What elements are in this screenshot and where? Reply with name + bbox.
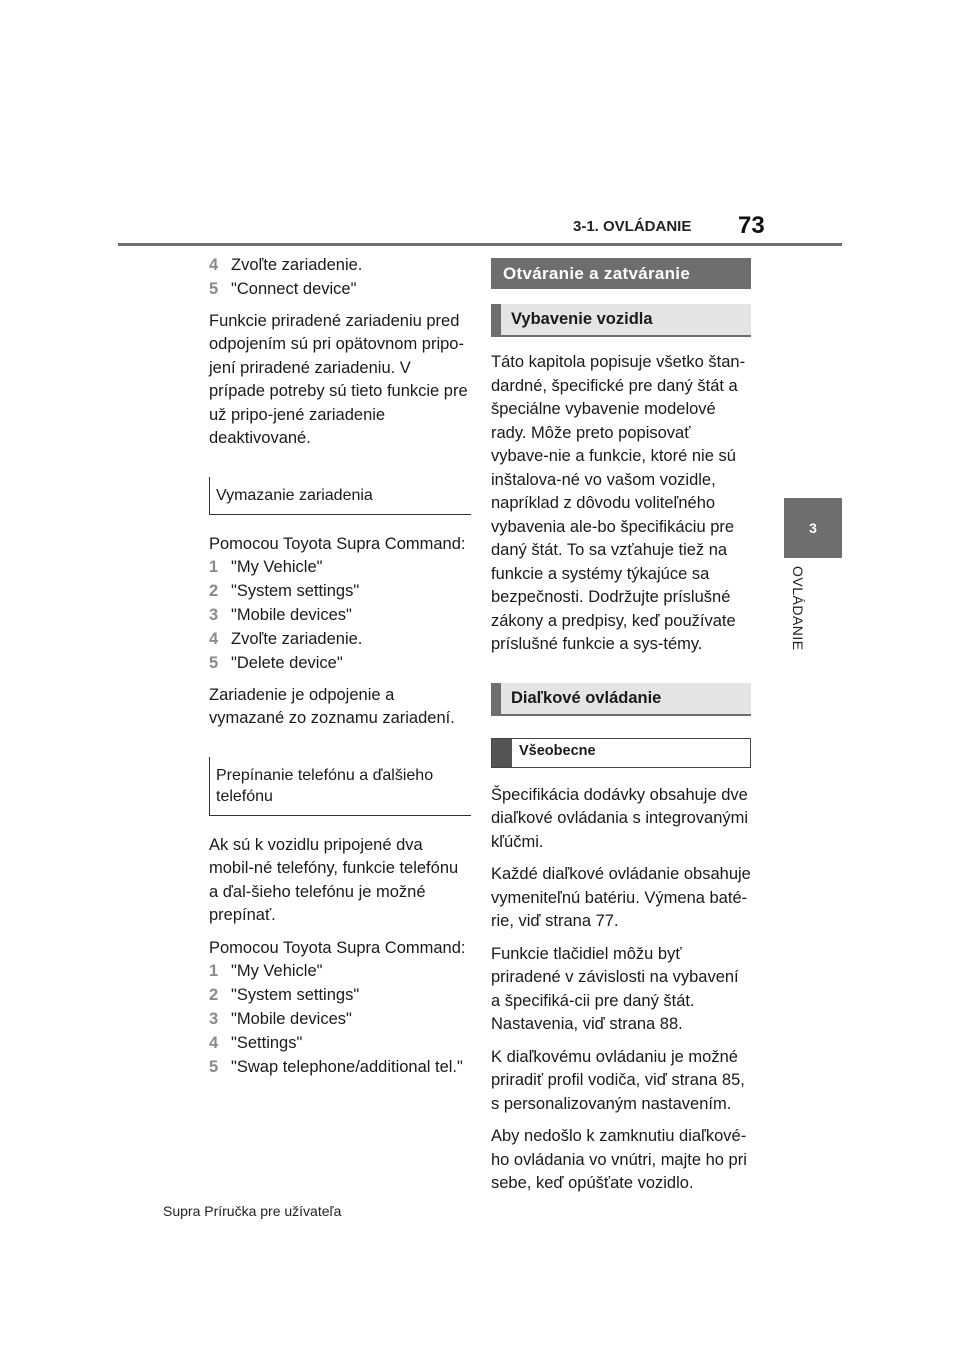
page-number: 73 — [738, 212, 765, 239]
list-item — [209, 960, 471, 984]
paragraph: Funkcie tlačidiel môžu byť priradené v závislosti na vybavení a špecifiká-cii pre daný štát. Nastavenia, viď strana 88. — [491, 944, 739, 1033]
intro-swap: Pomocou Toyota Supra Command: — [209, 938, 466, 957]
paragraph-swap: Ak sú k vozidlu pripojené dva mobil-né telefóny, funkcie telefónu a ďal-šieho telefónu je možné prepínať. — [209, 835, 459, 924]
step-text: "System settings" — [231, 582, 360, 600]
step-number: 2 — [209, 986, 219, 1004]
step-number: 1 — [209, 962, 219, 980]
chapter-title: Otváranie a zatváranie — [491, 258, 751, 289]
step-text: "Connect device" — [231, 280, 357, 298]
right-column — [491, 258, 751, 1205]
step-text: "Delete device" — [231, 654, 343, 672]
header-rule — [118, 243, 842, 246]
step-text: "Swap telephone/additional tel." — [231, 1058, 463, 1076]
list-item — [209, 604, 471, 628]
list-item — [209, 1032, 471, 1056]
step-number: 3 — [209, 1010, 219, 1028]
paragraph: Špecifikácia dodávky obsahuje dve diaľkové ovládania s integrovanými kľúčmi. — [491, 785, 749, 851]
step-list-connect — [209, 254, 471, 302]
subheading-swap-phone: Prepínanie telefónu a ďalšieho telefónu — [209, 757, 471, 816]
step-text: Zvoľte zariadenie. — [231, 630, 363, 648]
step-number: 2 — [209, 582, 219, 600]
section-title-remote: Diaľkové ovládanie — [491, 683, 751, 716]
step-number: 1 — [209, 558, 219, 576]
step-text: Zvoľte zariadenie. — [231, 256, 363, 274]
step-number: 5 — [209, 654, 219, 672]
step-number: 4 — [209, 630, 219, 648]
list-item — [209, 580, 471, 604]
chapter-tab-label: OVLÁDANIE — [790, 566, 806, 651]
left-column — [209, 254, 471, 1080]
list-item — [209, 1008, 471, 1032]
step-text: "My Vehicle" — [231, 558, 323, 576]
header-section-title: 3-1. OVLÁDANIE — [573, 218, 692, 235]
paragraph: Aby nedošlo k zamknutiu diaľkové-ho ovládania vo vnútri, majte ho pri sebe, keď opúšťate vozidlo. — [491, 1127, 747, 1192]
step-text: "Settings" — [231, 1034, 303, 1052]
step-number: 3 — [209, 606, 219, 624]
heading-marker — [492, 739, 512, 767]
step-text: "Mobile devices" — [231, 1010, 352, 1028]
step-number: 5 — [209, 280, 219, 298]
list-item — [209, 278, 471, 302]
subsection-title-text: Všeobecne — [519, 742, 596, 759]
subsection-title-general — [491, 738, 751, 768]
list-item — [209, 254, 471, 278]
step-number: 4 — [209, 1034, 219, 1052]
footer-text: Supra Príručka pre užívateľa — [163, 1203, 342, 1219]
paragraph: Každé diaľkové ovládanie obsahuje vymeniteľnú batériu. Výmena baté-rie, viď strana 77. — [491, 865, 751, 930]
paragraph-equipment: Táto kapitola popisuje všetko štan-dardné, špecifické pre daný štát a špeciálne vybavenie modelové rady. Môže preto popisovať vybave-nie a funkcie, ktoré nie sú inštalova-né vo vašom vozidle, napríklad z dôvodu voliteľného vybavenia ale-bo špecifikáciu pre daný štát. To sa vzťahuje tiež na funkcie a systémy týkajúce sa bezpečnosti. Dodržujte príslušné zákony a predpisy, keď používate príslušné funkcie a sys-témy. — [491, 353, 746, 653]
paragraph-reconnect: Funkcie priradené zariadeniu pred odpojením sú pri opätovnom pripo-jení priradené zariadeniu. V prípade potreby sú tieto funkcie pre už pripo-jené zariadenie deaktivované. — [209, 311, 468, 447]
list-item — [209, 652, 471, 676]
step-text: "My Vehicle" — [231, 962, 323, 980]
step-number: 5 — [209, 1058, 219, 1076]
step-text: "System settings" — [231, 986, 360, 1004]
subheading-delete-device: Vymazanie zariadenia — [209, 477, 471, 515]
paragraph: K diaľkovému ovládaniu je možné priradiť profil vodiča, viď strana 85, s personalizovaným nastavením. — [491, 1047, 745, 1113]
list-item — [209, 1056, 471, 1080]
list-item — [209, 556, 471, 580]
intro-delete: Pomocou Toyota Supra Command: — [209, 534, 466, 553]
section-title-equipment: Vybavenie vozidla — [491, 304, 751, 337]
step-number: 4 — [209, 256, 219, 274]
chapter-tab: 3 — [784, 498, 842, 558]
step-list-delete — [209, 556, 471, 676]
step-list-swap — [209, 960, 471, 1080]
paragraph-deleted: Zariadenie je odpojenie a vymazané zo zoznamu zariadení. — [209, 685, 455, 727]
step-text: "Mobile devices" — [231, 606, 352, 624]
list-item — [209, 984, 471, 1008]
list-item — [209, 628, 471, 652]
